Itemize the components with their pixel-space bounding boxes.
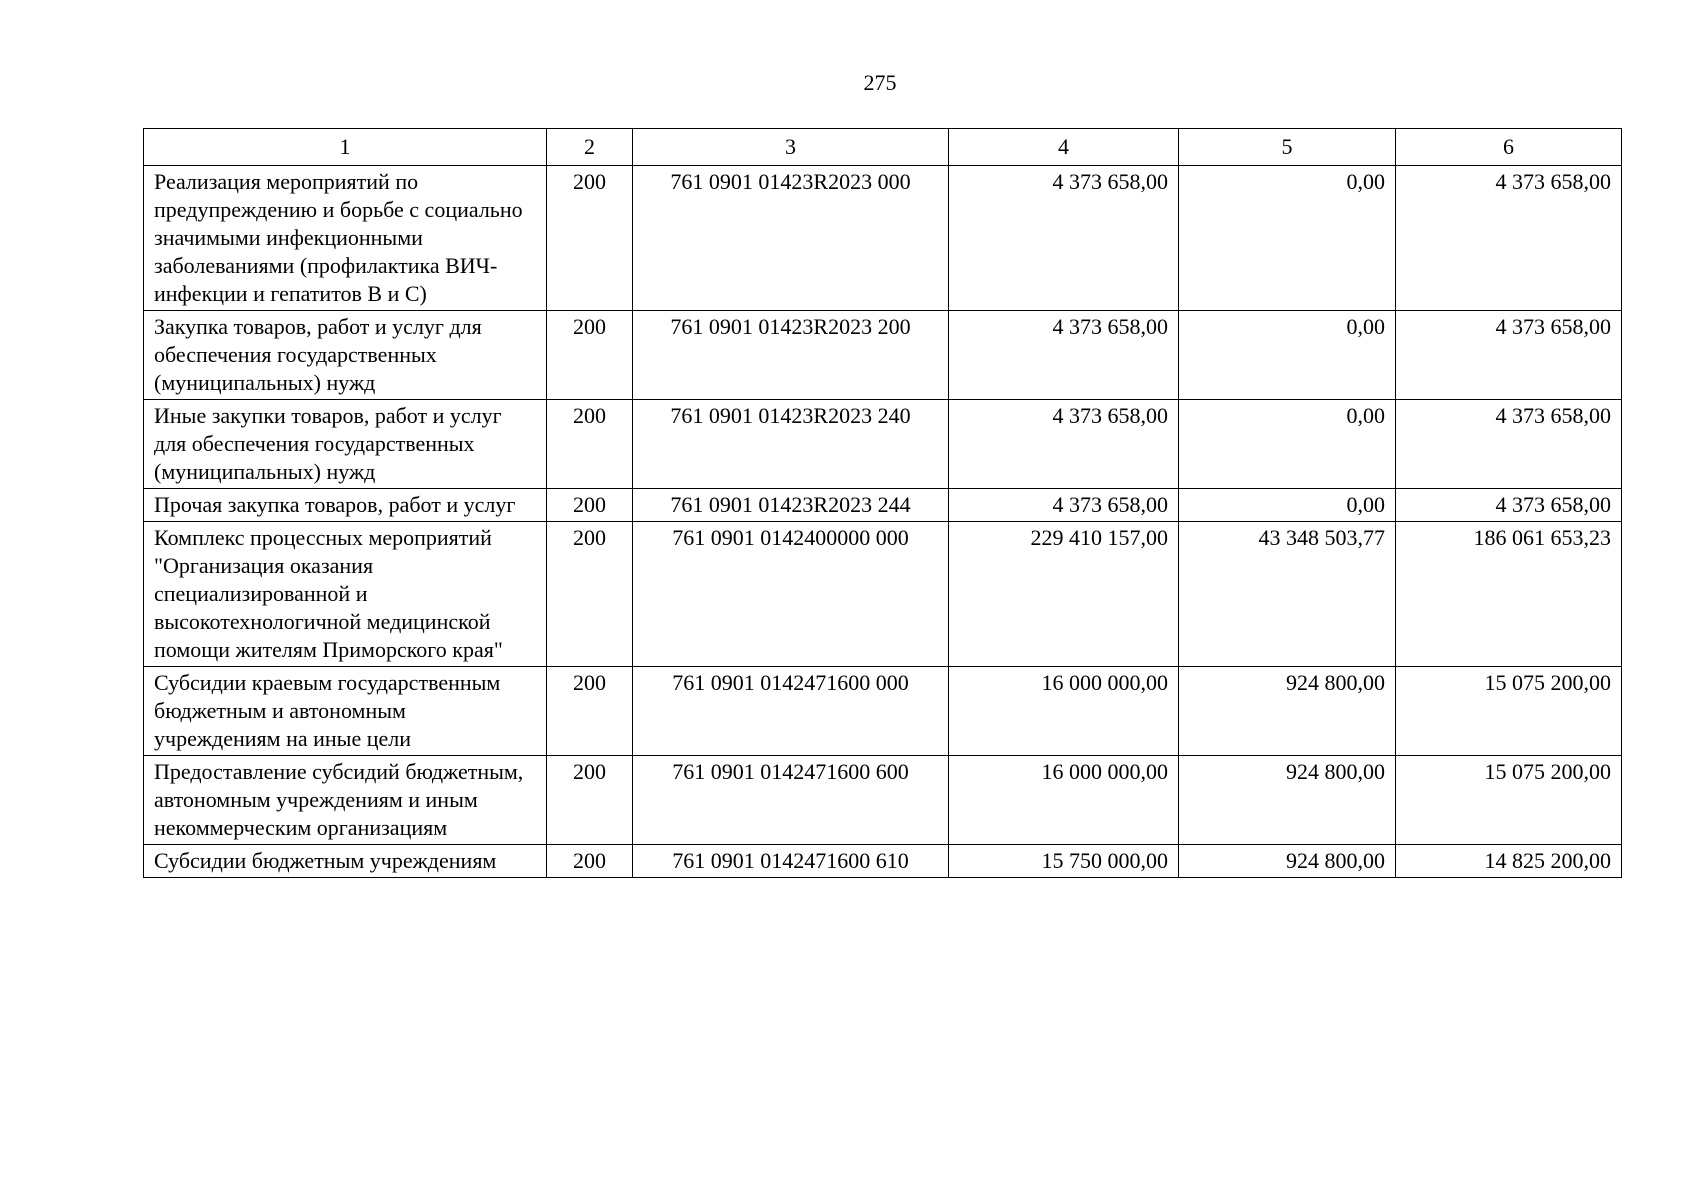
row-kbk: 761 0901 0142471600 610 [633, 845, 949, 878]
row-remainder: 4 373 658,00 [1396, 166, 1622, 311]
row-code: 200 [547, 522, 633, 667]
row-code: 200 [547, 400, 633, 489]
row-remainder: 4 373 658,00 [1396, 489, 1622, 522]
row-remainder: 186 061 653,23 [1396, 522, 1622, 667]
row-kbk: 761 0901 0142471600 000 [633, 667, 949, 756]
row-executed: 924 800,00 [1179, 845, 1396, 878]
row-kbk: 761 0901 01423R2023 244 [633, 489, 949, 522]
row-executed: 924 800,00 [1179, 756, 1396, 845]
row-executed: 43 348 503,77 [1179, 522, 1396, 667]
row-plan: 4 373 658,00 [949, 166, 1179, 311]
row-name: Субсидии бюджетным учреждениям [144, 845, 547, 878]
budget-table [143, 128, 1622, 878]
row-name: Субсидии краевым государственным бюджетным и автономным учреждениям на иные цели [144, 667, 547, 756]
row-code: 200 [547, 311, 633, 400]
row-executed: 0,00 [1179, 311, 1396, 400]
row-kbk: 761 0901 01423R2023 240 [633, 400, 949, 489]
table-row [144, 166, 1622, 311]
row-plan: 16 000 000,00 [949, 756, 1179, 845]
header-cell-5: 5 [1179, 129, 1396, 166]
header-cell-4: 4 [949, 129, 1179, 166]
row-plan: 15 750 000,00 [949, 845, 1179, 878]
row-executed: 0,00 [1179, 166, 1396, 311]
row-code: 200 [547, 667, 633, 756]
row-remainder: 14 825 200,00 [1396, 845, 1622, 878]
row-remainder: 15 075 200,00 [1396, 756, 1622, 845]
row-plan: 16 000 000,00 [949, 667, 1179, 756]
row-name: Закупка товаров, работ и услуг для обеспечения государственных (муниципальных) нужд [144, 311, 547, 400]
table-row [144, 845, 1622, 878]
table-row [144, 522, 1622, 667]
table-row [144, 489, 1622, 522]
row-code: 200 [547, 845, 633, 878]
row-remainder: 15 075 200,00 [1396, 667, 1622, 756]
row-code: 200 [547, 756, 633, 845]
row-kbk: 761 0901 01423R2023 000 [633, 166, 949, 311]
row-kbk: 761 0901 0142400000 000 [633, 522, 949, 667]
row-remainder: 4 373 658,00 [1396, 311, 1622, 400]
row-executed: 0,00 [1179, 400, 1396, 489]
row-plan: 4 373 658,00 [949, 311, 1179, 400]
row-code: 200 [547, 489, 633, 522]
row-kbk: 761 0901 01423R2023 200 [633, 311, 949, 400]
table-row [144, 756, 1622, 845]
row-plan: 229 410 157,00 [949, 522, 1179, 667]
table-row [144, 667, 1622, 756]
header-cell-1: 1 [144, 129, 547, 166]
header-cell-3: 3 [633, 129, 949, 166]
row-code: 200 [547, 166, 633, 311]
row-remainder: 4 373 658,00 [1396, 400, 1622, 489]
header-row [144, 129, 1622, 166]
page-number: 275 [863, 70, 897, 95]
row-name: Прочая закупка товаров, работ и услуг [144, 489, 547, 522]
row-executed: 0,00 [1179, 489, 1396, 522]
row-name: Реализация мероприятий по предупреждению и борьбе с социально значимыми инфекционными заболеваниями (профилактика ВИЧ-инфекции и гепатитов В и С) [144, 166, 547, 311]
row-name: Комплекс процессных мероприятий "Организация оказания специализированной и высокотехнологичной медицинской помощи жителям Приморского края" [144, 522, 547, 667]
row-name: Предоставление субсидий бюджетным, автономным учреждениям и иным некоммерческим организациям [144, 756, 547, 845]
row-plan: 4 373 658,00 [949, 400, 1179, 489]
header-cell-6: 6 [1396, 129, 1622, 166]
row-kbk: 761 0901 0142471600 600 [633, 756, 949, 845]
row-plan: 4 373 658,00 [949, 489, 1179, 522]
row-name: Иные закупки товаров, работ и услуг для обеспечения государственных (муниципальных) нужд [144, 400, 547, 489]
table-row [144, 311, 1622, 400]
table-row [144, 400, 1622, 489]
row-executed: 924 800,00 [1179, 667, 1396, 756]
header-cell-2: 2 [547, 129, 633, 166]
